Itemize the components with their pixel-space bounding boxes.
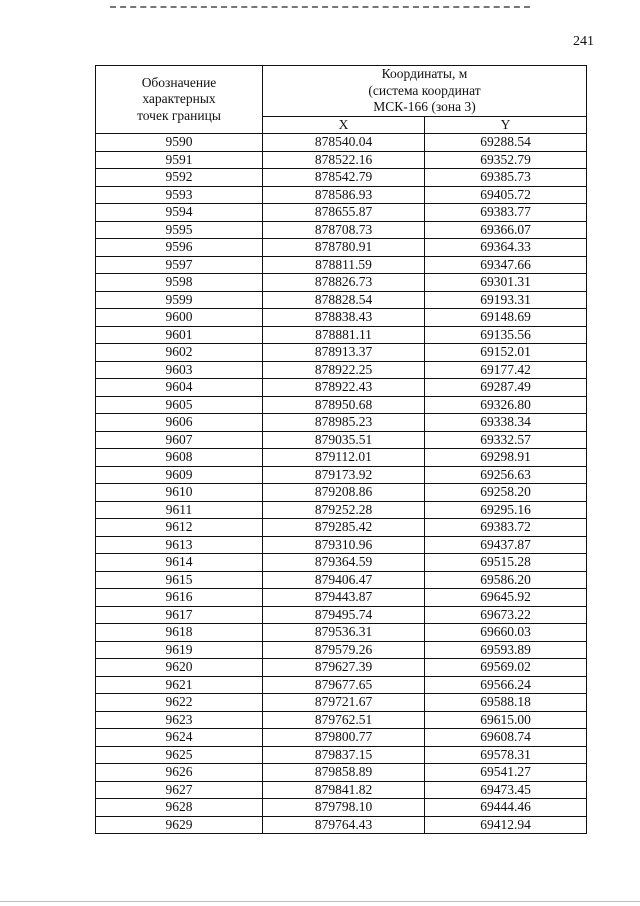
- y-coordinate-cell: 69569.02: [425, 659, 587, 677]
- table-row: [96, 221, 587, 239]
- table-row: [96, 274, 587, 292]
- point-id-cell: 9629: [96, 816, 263, 834]
- y-coordinate-cell: 69385.73: [425, 169, 587, 187]
- table-row: [96, 781, 587, 799]
- table-row: [96, 816, 587, 834]
- y-coordinate-cell: 69364.33: [425, 239, 587, 257]
- point-id-cell: 9608: [96, 449, 263, 467]
- y-coordinate-cell: 69177.42: [425, 361, 587, 379]
- point-label-line: Обозначение: [141, 74, 217, 90]
- x-coordinate-cell: 879112.01: [263, 449, 425, 467]
- table-row: [96, 484, 587, 502]
- table-row: [96, 676, 587, 694]
- x-coordinate-cell: 879310.96: [263, 536, 425, 554]
- table-row: [96, 134, 587, 152]
- scan-top-rule: [110, 6, 530, 8]
- table-row: [96, 169, 587, 187]
- point-id-cell: 9597: [96, 256, 263, 274]
- x-coordinate-cell: 878838.43: [263, 309, 425, 327]
- x-coordinate-cell: 878913.37: [263, 344, 425, 362]
- x-coordinate-cell: 878655.87: [263, 204, 425, 222]
- coords-label-line: (система координат: [368, 82, 481, 98]
- point-id-cell: 9599: [96, 291, 263, 309]
- table-row: [96, 361, 587, 379]
- point-id-cell: 9609: [96, 466, 263, 484]
- table-row: [96, 256, 587, 274]
- table-row: [96, 519, 587, 537]
- point-id-cell: 9614: [96, 554, 263, 572]
- point-id-cell: 9603: [96, 361, 263, 379]
- x-coordinate-cell: 878522.16: [263, 151, 425, 169]
- y-coordinate-cell: 69405.72: [425, 186, 587, 204]
- y-coordinate-cell: 69352.79: [425, 151, 587, 169]
- y-coordinate-cell: 69578.31: [425, 746, 587, 764]
- x-coordinate-cell: 878542.79: [263, 169, 425, 187]
- point-label-line: точек границы: [137, 107, 221, 123]
- y-coordinate-cell: 69383.72: [425, 519, 587, 537]
- coords-label-line: Координаты, м: [381, 66, 468, 81]
- x-coordinate-cell: 879364.59: [263, 554, 425, 572]
- table-row: [96, 466, 587, 484]
- point-id-cell: 9618: [96, 624, 263, 642]
- y-coordinate-cell: 69288.54: [425, 134, 587, 152]
- x-coordinate-cell: 878881.11: [263, 326, 425, 344]
- y-coordinate-cell: 69383.77: [425, 204, 587, 222]
- y-coordinate-cell: 69608.74: [425, 729, 587, 747]
- point-id-cell: 9623: [96, 711, 263, 729]
- x-coordinate-cell: 879677.65: [263, 676, 425, 694]
- table-row: [96, 624, 587, 642]
- point-id-cell: 9624: [96, 729, 263, 747]
- x-coordinate-cell: 878922.43: [263, 379, 425, 397]
- y-coordinate-cell: 69645.92: [425, 589, 587, 607]
- table-row: [96, 151, 587, 169]
- table-row: [96, 659, 587, 677]
- page-number: 241: [573, 34, 594, 49]
- x-coordinate-cell: 879764.43: [263, 816, 425, 834]
- point-id-cell: 9613: [96, 536, 263, 554]
- y-coordinate-cell: 69515.28: [425, 554, 587, 572]
- point-id-cell: 9598: [96, 274, 263, 292]
- x-coordinate-cell: 878950.68: [263, 396, 425, 414]
- point-id-cell: 9610: [96, 484, 263, 502]
- point-id-cell: 9628: [96, 799, 263, 817]
- table-row: [96, 239, 587, 257]
- x-coordinate-cell: 878828.54: [263, 291, 425, 309]
- y-coordinate-cell: 69258.20: [425, 484, 587, 502]
- y-coordinate-cell: 69326.80: [425, 396, 587, 414]
- table-row: [96, 641, 587, 659]
- point-id-cell: 9606: [96, 414, 263, 432]
- x-coordinate-cell: 879208.86: [263, 484, 425, 502]
- point-id-cell: 9591: [96, 151, 263, 169]
- table-row: [96, 379, 587, 397]
- y-coordinate-cell: 69256.63: [425, 466, 587, 484]
- table-row: [96, 694, 587, 712]
- x-column-header: X: [263, 116, 425, 134]
- x-coordinate-cell: 879035.51: [263, 431, 425, 449]
- y-coordinate-cell: 69287.49: [425, 379, 587, 397]
- table-row: [96, 431, 587, 449]
- point-id-cell: 9619: [96, 641, 263, 659]
- table-row: [96, 326, 587, 344]
- y-coordinate-cell: 69444.46: [425, 799, 587, 817]
- table-row: [96, 799, 587, 817]
- table-row: [96, 571, 587, 589]
- point-id-cell: 9602: [96, 344, 263, 362]
- y-coordinate-cell: 69148.69: [425, 309, 587, 327]
- point-id-cell: 9620: [96, 659, 263, 677]
- y-coordinate-cell: 69366.07: [425, 221, 587, 239]
- point-id-cell: 9593: [96, 186, 263, 204]
- point-id-cell: 9612: [96, 519, 263, 537]
- coordinates-table: [95, 65, 587, 834]
- y-coordinate-cell: 69338.34: [425, 414, 587, 432]
- y-coordinate-cell: 69332.57: [425, 431, 587, 449]
- table-row: [96, 711, 587, 729]
- y-coordinate-cell: 69152.01: [425, 344, 587, 362]
- table-row: [96, 291, 587, 309]
- table-body: [96, 134, 587, 834]
- table-row: [96, 746, 587, 764]
- x-coordinate-cell: 879252.28: [263, 501, 425, 519]
- point-id-cell: 9595: [96, 221, 263, 239]
- x-coordinate-cell: 878811.59: [263, 256, 425, 274]
- x-coordinate-cell: 879762.51: [263, 711, 425, 729]
- x-coordinate-cell: 879495.74: [263, 606, 425, 624]
- x-coordinate-cell: 879406.47: [263, 571, 425, 589]
- point-id-cell: 9601: [96, 326, 263, 344]
- x-coordinate-cell: 878922.25: [263, 361, 425, 379]
- point-id-cell: 9626: [96, 764, 263, 782]
- table-row: [96, 414, 587, 432]
- coordinates-header: [263, 66, 587, 117]
- coords-label-line: МСК-166 (зона 3): [373, 99, 476, 114]
- x-coordinate-cell: 878826.73: [263, 274, 425, 292]
- x-coordinate-cell: 879721.67: [263, 694, 425, 712]
- x-coordinate-cell: 878708.73: [263, 221, 425, 239]
- table-row: [96, 536, 587, 554]
- point-id-cell: 9590: [96, 134, 263, 152]
- x-coordinate-cell: 879841.82: [263, 781, 425, 799]
- table-row: [96, 606, 587, 624]
- point-label-line: характерных: [142, 91, 216, 107]
- table-row: [96, 309, 587, 327]
- point-id-cell: 9617: [96, 606, 263, 624]
- y-coordinate-cell: 69673.22: [425, 606, 587, 624]
- x-coordinate-cell: 878780.91: [263, 239, 425, 257]
- y-coordinate-cell: 69586.20: [425, 571, 587, 589]
- y-column-header: Y: [425, 116, 587, 134]
- point-id-cell: 9615: [96, 571, 263, 589]
- y-coordinate-cell: 69660.03: [425, 624, 587, 642]
- point-id-cell: 9596: [96, 239, 263, 257]
- table-row: [96, 589, 587, 607]
- y-coordinate-cell: 69593.89: [425, 641, 587, 659]
- x-coordinate-cell: 879800.77: [263, 729, 425, 747]
- point-id-cell: 9622: [96, 694, 263, 712]
- table-row: [96, 449, 587, 467]
- scan-bottom-rule: [0, 901, 640, 902]
- point-id-cell: 9616: [96, 589, 263, 607]
- table-row: [96, 501, 587, 519]
- x-coordinate-cell: 879443.87: [263, 589, 425, 607]
- x-coordinate-cell: 879536.31: [263, 624, 425, 642]
- point-id-cell: 9604: [96, 379, 263, 397]
- x-coordinate-cell: 879858.89: [263, 764, 425, 782]
- x-coordinate-cell: 879837.15: [263, 746, 425, 764]
- table-header: [96, 66, 587, 134]
- table-row: [96, 396, 587, 414]
- table-row: [96, 729, 587, 747]
- y-coordinate-cell: 69473.45: [425, 781, 587, 799]
- x-coordinate-cell: 879579.26: [263, 641, 425, 659]
- point-id-cell: 9607: [96, 431, 263, 449]
- y-coordinate-cell: 69298.91: [425, 449, 587, 467]
- y-coordinate-cell: 69588.18: [425, 694, 587, 712]
- y-coordinate-cell: 69437.87: [425, 536, 587, 554]
- y-coordinate-cell: 69193.31: [425, 291, 587, 309]
- table-row: [96, 186, 587, 204]
- table-row: [96, 764, 587, 782]
- x-coordinate-cell: 879285.42: [263, 519, 425, 537]
- table-row: [96, 554, 587, 572]
- table-row: [96, 344, 587, 362]
- x-coordinate-cell: 878586.93: [263, 186, 425, 204]
- point-id-cell: 9625: [96, 746, 263, 764]
- point-id-cell: 9611: [96, 501, 263, 519]
- x-coordinate-cell: 879173.92: [263, 466, 425, 484]
- point-label-header: [96, 66, 263, 134]
- y-coordinate-cell: 69135.56: [425, 326, 587, 344]
- point-id-cell: 9600: [96, 309, 263, 327]
- x-coordinate-cell: 878985.23: [263, 414, 425, 432]
- point-id-cell: 9627: [96, 781, 263, 799]
- y-coordinate-cell: 69301.31: [425, 274, 587, 292]
- y-coordinate-cell: 69412.94: [425, 816, 587, 834]
- point-id-cell: 9592: [96, 169, 263, 187]
- y-coordinate-cell: 69566.24: [425, 676, 587, 694]
- y-coordinate-cell: 69347.66: [425, 256, 587, 274]
- point-id-cell: 9594: [96, 204, 263, 222]
- y-coordinate-cell: 69541.27: [425, 764, 587, 782]
- x-coordinate-cell: 878540.04: [263, 134, 425, 152]
- y-coordinate-cell: 69615.00: [425, 711, 587, 729]
- point-id-cell: 9605: [96, 396, 263, 414]
- x-coordinate-cell: 879798.10: [263, 799, 425, 817]
- x-coordinate-cell: 879627.39: [263, 659, 425, 677]
- point-id-cell: 9621: [96, 676, 263, 694]
- table-row: [96, 204, 587, 222]
- y-coordinate-cell: 69295.16: [425, 501, 587, 519]
